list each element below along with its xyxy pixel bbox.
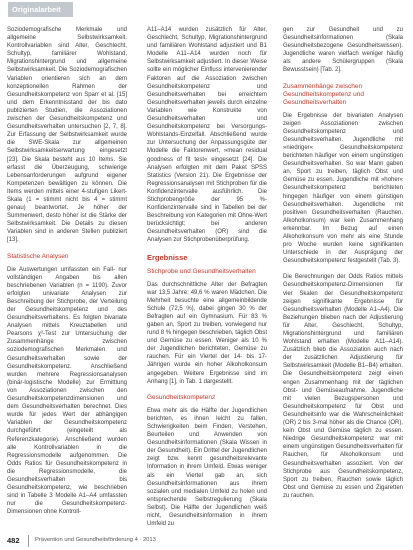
page-number: 482 [7, 536, 20, 545]
page-footer [7, 533, 413, 547]
paragraph-sample: Das durchschnittliche Alter der Befragten war 13,5 Jahre; 49,6 % waren Mädchen. Die Mehrheit besuchte eine allgemeinbildende Schule (72,5 %), dabei gingen 30 % der Befragten auf ein Gymnasium. Für 83 % gaben an, Sport zu treiben, vorwiegend nur rund 8 % hingegen beschrieben, täglich Obst und Gemüse zu essen. Weniger als 10 % der Jugendlichen berichteten, Gemüse zu rauchen. Für ein Viertel der 14- bis 17-Jährigen wurde ein hoher Alkoholkonsum angegeben. Weitere Ergebnisse sind im Anhang [1], in Tab. 1 dargestellt. [147, 281, 267, 385]
paragraph-sociodemographic: Soziodemografische Merkmale und allgemeine Selbstwirksamkeit. Kontrollvariablen sind Alter, Geschlecht, Schultyp, familiärer Wohlstand, Migrationshintergrund und allgemeine Selbstwirksamkeit. Die Soziodemografischen Variablen orientieren sich an dem konzeptionellen Rahmen der Gesundheitskompetenz von Sparr et al. [15] und dem Erkenntnisstand der bis dato publizierten Studien, die Assoziationen zwischen der Gesundheitskompetenz und Gesundheitsverhalten untersuchen [2, 7, 8]. Zur Erfassung der Selbstwirksamkeit wurde die SWE-Skala zur allgemeinen Selbstwirksamkeitserwartung eingesetzt [23]. Die Skala besteht aus 10 Items. Sie erfasst die Überzeugung, schwierige Lebensanforderungen aufgrund eigener Kompetenzen bewältigen zu können. Die Items werden mittels einer 4-stufigen Likert-Skala (1 = stimmt nicht bis 4 = stimmt genau) beantwortet. Je höher der Summenwert, desto höher ist die Stärke der Selbstwirksamkeit. Die Details zu diesen Variablen sind in anderen Stellen publiziert [13]. [7, 27, 127, 244]
paragraph-odds-ratios: Die Berechnungen der Odds Ratios mittels Gesundheitskompetenz-Dimensionen für vier Skalen der Gesundheitskompetenz zeigen signifikante Ergebnisse für Gesundheitsverhalten (Modelle A1–A4). Die Beziehungen blieben nach der Adjustierung für Alter, Geschlecht, Schultyp, Migrationshintergrund und familiären Wohlstand erhalten (Modelle A11–A14). Zusätzlich blieb die Assoziation auch nach der zusätzlichen Adjustierung für Selbstwirksamkeit (Modelle B1–B4) erhalten. Die Gesundheitskompetenz zeigt einen engen Zusammenhang mit der täglichen Obst- und Gemüseaufnahme. Jugendliche mit vielen Bezugspersonen und Gesundheitskompetenz für Obst und Gesundheitsinfo war die Wahrscheinlichkeit (OR) 2 bis 3-mal höher als die Chance (OR), kein Obst und Gemüse täglich zu essen. Niedrige Gesundheitskompetenz war mit einem ungünstigen Gesundheitsverhalten für Rauchen, für Alkoholkonsum und Gesundheitsverhalten assoziiert. Von der Stichprobe aus Gesundheitskompetenz, Sport zu treiben, Rauchen sowie täglich Obst und Gemüse zu essen und Zigaretten zu rauchen. [283, 274, 403, 499]
column-middle [147, 26, 267, 536]
footer-divider [28, 535, 29, 547]
heading-associations: Zusammenhänge zwischen Gesundheitskompetenz und Gesundheitsverhalten [283, 82, 364, 106]
paragraph-bivariate: Die Ergebnisse der bivariaten Analysen zeigen Assoziationen zwischen Gesundheitskompetenz und Gesundheitsverhalten. Jugendliche mit »niedriger« Gesundheitskompetenz berichteten häufiger von einem ungünstigen Gesundheitsverhalten. So war Mann gaben an, Sport zu treiben, täglich Obst und Gemüse zu essen. Jugendliche mit »hoher« Gesundheitskompetenz berichteten hingegen häufiger von einem günstigen Gesundheitsverhalten. Jugendliche mit positiven Gesundheitsverhalten (Rauchen, Alkoholkonsum) war kein Zusammenhang erkennbar. Im Bezug auf einen Alkoholkonsum von mehr als eine Stunde pro Woche wurden keine signifikanten Unterschiede in der Ausprägung der Gesundheitskompetenz festgestellt (Tab. 3). [283, 112, 403, 265]
heading-results: Ergebnisse [147, 252, 188, 262]
journal-citation: Prävention und Gesundheitsförderung 4 · 2013 [35, 537, 156, 543]
column-left [7, 26, 127, 524]
paragraph-continuation: gen zur Gesundheit und zu Gesundheitsinformationen (Skala Gesundheitsbezogene Gesundheitswissen). Jugendliche waren vielfach weniger häufig als andere Schülergruppen (Skala Bewusstsein) [Tab. 2]. [283, 27, 403, 74]
column-right [283, 26, 403, 508]
heading-sample: Stichprobe und Gesundheitsverhalten [147, 267, 256, 275]
heading-statistical-analyses: Statistische Analysen [7, 252, 69, 260]
section-tab: Originalarbeit [8, 2, 73, 17]
paragraph-statistics: Die Auswertungen umfassten ein Fall- nur vollständigen Angaben bis allen beschriebenen Variablen (n = 1190). Zuvor erfolgten univariate Analysen zur Beschreibung der Stichprobe, der Verteilung der Gesundheitskompetenz und des Gesundheitsverhaltens. Es folgten bivariate Analysen mittels Kreuztabellen und Pearsons χ²-Test zur Untersuchung der Zusammenhänge zwischen soziodemografischen Merkmalen und Gesundheitsverhalten sowie der Gesundheitskompetenz. Anschließend wurden mehrere Regressionsanalysen (binär-logistische Modelle) zur Ermittlung von Assoziationen zwischen den Gesundheitskompetenzdimensionen und dem Gesundheitsverhalten berechnet. Dies wurde für jedes Wert der abhängigen Variablen der Gesundheitskompetenz durchgeführt (eingeteilt als Referenzkategorie). Anschließend wurden alle Kontrollvariablen in die Regressionsmodelle aufgenommen. Die Odds Ratios für Gesundheitskompetenz in die Regressionsmodelle, die Gesundheitsverhalten bis Gesundheitskompetenz, wie beschrieben sind in Tabelle 3 Modelle A1–A4 umfassten nur die Gesundheitskompetenz-Dimensionen ohne Kontroll- [7, 266, 127, 516]
heading-health-literacy: Gesundheitskompetenz [147, 393, 216, 401]
paragraph-models: A11–A14 wurden zusätzlich für Alter, Geschlecht, Schultyp, Migrationshintergrund und familiären Wohlstand adjustiert und B1 Modelle A11–A14 wurden noch für Selbstwirksamkeit adjustiert. In dieser Weise sollte ein möglicher Einfluss intervenierender Faktoren auf die Assoziation zwischen Gesundheitskompetenz und Gesundheitsverhalten bei erreichtem Gesundheitsverhalten jeweils durch einzelne Variablen wie Konstrukte von Gesundheitsverhalten und Gesundheitskompetenz bei Versorgungs-Wohlstands-Einzelfall. Abschließend wurde zur Untersuchung der Anpassungsgüte der Modelle die Faktorenwert, »mean residual goodness of fit test« eingesetzt [24]. Die Analysen erfolgten mit dem Paket SPSS Statistics (Version 21). Die Ergebnisse der Regressionsanalysen mit Stichproben für die Konfidenzintervalle ausführlich. Die Stichprobengröße der 95 %-Konfidenzintervalle sind in Tabellen bei der Beschreibung von Kategorien mit Ohne-Wert berücksichtigt; bei anderen Gesundheitsverhalten (OR) sind die Analysen zur Stichprobenüberprüfung. [147, 27, 267, 244]
paragraph-health-literacy: Etwa mehr als die Hälfte der Jugendlichen berichten, es ihnen leicht zu fallen, Schwierigkeiten beim Finden, Verstehen, Beurteilen und Anwenden von Gesundheitsinformationen (Skala Wissen in der Gesundheit). Ein Drittel der Jugendlichen zeigt bzw. kennt gesundheitsrelevante Information in ihrem Umfeld. Etwas weniger als ein Viertel gab an, sich Gesundheitsinformationen aus ihrem sozialen und medialen Umfeld zu holen und entsprechende Selbstregulierung (Skala Selbst). Die Hälfte der Jugendlichen weiß nicht, Gesundheitsinformation in ihrem Umfeld zu [147, 407, 267, 528]
